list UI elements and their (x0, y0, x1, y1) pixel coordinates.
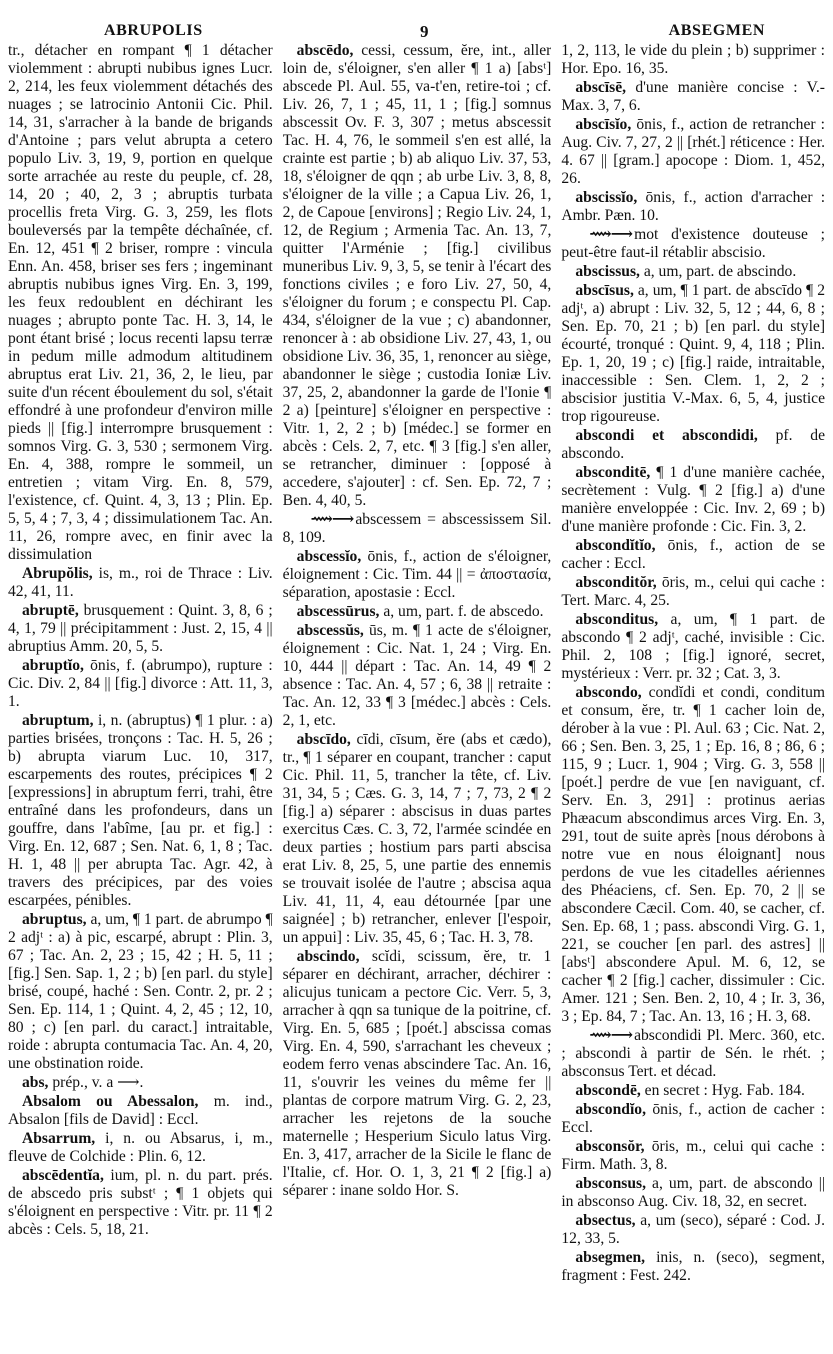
dictionary-entry (561, 1027, 825, 1081)
entry-definition: prép., v. a ⟶. (52, 1074, 144, 1091)
entry-definition: cīdi, cīsum, ĕre (abs et cædo), tr., ¶ 1 séparer en coupant, trancher : caput Cic. Phil. 11, 5, trancher la tête, cf. Liv. 31, 34, 5 ; Cæs. G. 3, 14, 7 ; 7, 73, 2 ¶ 2 [fig.] a) séparer : abscisus in duas partes exercitus Cæs. C. 3, 72, l'armée scindée en deux parties ; hostium pars parti abscisa erat Liv. 8, 25, 5, une partie des ennemis se trouvait isolée de l'autre ; abscisa aqua Liv. 41, 11, 4, eau détournée [par une saignée] ; b) retrancher, enlever [l'espoir, un appui] : Liv. 35, 45, 6 ; Tac. H. 3, 78. (282, 731, 552, 946)
entry-definition: a, um, ¶ 1 part. de abscīdo ¶ 2 adjᵗ, a) abrupt : Liv. 32, 5, 12 ; 44, 6, 8 ; Sen. Ep. 70, 21 ; b) [en parl. du style] écourté, tronqué : Quint. 9, 4, 118 ; Plin. Ep. 1, 20, 19 ; c) [fig.] raide, intraitable, inaccessible : Sen. Clem. 1, 2, 2 ; abscisior justitia V.-Max. 6, 5, 4, justice trop rigoureuse. (561, 282, 826, 425)
entry-definition: a, um (seco), séparé : Cod. J. 12, 33, 5. (561, 1212, 825, 1247)
text-columns (8, 42, 825, 1347)
entry-definition: a, um, part. de abscondo || in absconso Aug. Civ. 18, 32, en secret. (561, 1175, 826, 1210)
dictionary-entry (561, 427, 825, 463)
entry-headword: abscīsus, (575, 282, 634, 299)
entry-headword: absconsŏr, (575, 1138, 645, 1155)
dictionary-entry (8, 911, 273, 1073)
entry-definition: ōnis, f., action d'arracher : Ambr. Pæn. 10. (561, 189, 826, 224)
dictionary-entry (8, 1167, 273, 1239)
entry-definition: a, um, part. f. de abscedo. (383, 603, 544, 620)
dictionary-entry (561, 226, 825, 262)
dictionary-entry (561, 574, 825, 610)
entry-headword: abruptē, (22, 602, 79, 619)
entry-headword: abruptum, (22, 712, 94, 729)
entry-headword: abscondē, (575, 1082, 641, 1099)
entry-headword: abs, (22, 1074, 49, 1091)
entry-definition: scĭdi, scissum, ĕre, tr. 1 séparer en déchirant, arracher, déchirer : alicujus tunicam a pectore Cic. Verr. 5, 3, arracher à qqn sa tunique de la poitrine, cf. Virg. En. 5, 685 ; [poét.] abscissa comas Virg. En. 4, 590, s'arrachant les cheveux ; eodem ferro venas abscindere Tac. An. 16, 11, s'ouvrir les veines du même fer || plantas de corpore matrum Virg. G. 2, 23, arracher les rejetons de la souche maternelle ; Hesperium Siculo latus Virg. En. 3, 417, arracher de la Sicile le flanc de l'Italie, cf. Hor. O. 1, 3, 21 ¶ 2 [fig.] a) séparer : inane soldo Hor. S. (282, 948, 552, 1199)
dictionary-entry (561, 1212, 825, 1248)
column-2 (283, 42, 552, 1347)
entry-headword: absconditē, (575, 464, 651, 481)
dictionary-entry (561, 42, 825, 78)
entry-definition: i, n. (abruptus) ¶ 1 plur. : a) parties brisées, tronçons : Tac. H. 5, 26 ; b) abrupta viarum Luc. 10, 317, escarpements des routes, précipices ¶ 2 [expressions] in abruptum ferri, trahi, être entraîné dans les profondeurs, dans un gouffre, dans l'abîme, [au pr. et fig.] : Virg. En. 12, 687 ; Sen. Nat. 6, 1, 8 ; Tac. H. 1, 48 || per abrupta Tac. Agr. 42, à travers des précipices, par des voies escarpées, pénibles. (8, 712, 273, 909)
entry-definition: ōris, m., celui qui cache : Tert. Marc. 4, 25. (561, 574, 826, 609)
running-header (8, 8, 825, 42)
entry-headword: Abrupŏlis, (22, 565, 93, 582)
dictionary-entry (561, 1082, 825, 1100)
entry-headword: abruptus, (22, 911, 87, 928)
entry-headword: abscondĭtĭo, (575, 537, 656, 554)
entry-definition: mot d'existence douteuse ; peut-être faut-il rétablir abscisio. (561, 226, 826, 261)
dictionary-entry (561, 79, 825, 115)
entry-definition: tr., détacher en rompant ¶ 1 détacher violemment : abrupti nubibus ignes Lucr. 2, 214, les feux violemment détachés des nuages ; se latrocinio Antonii Cic. Phil. 14, 31, s'arracher à la bande de brigands d'Antoine ; pars velut abrupta a cetero populo Liv. 3, 19, 9, portion en quelque sorte arrachée au reste du peuple, cf. 28, 14, 20 ; 40, 2, 3 ; abruptis turbata procellis freta Virg. G. 3, 259, les flots bouleversés par la tempête déchaînée, cf. En. 12, 451 ¶ 2 briser, rompre : vincula Enn. An. 458, briser ses fers ; ingeminant abruptis nubibus ignes Virg. En. 3, 199, les feux redoublent en déchirant les nuages ; abrupto ponte Tac. H. 3, 14, le pont étant brisé ; locus recenti lapsu terræ in pedum mille admodum altitudinem abruptus erat Liv. 21, 36, 2, le lieu, par suite d'un récent éboulement du sol, s'était effondré à une profondeur d'environ mille pieds || [fig.] interrompre brusquement : somnos Virg. G. 3, 530 ; sermonem Virg. En. 4, 388, rompre le sommeil, un entretien ; vitam Virg. En. 8, 579, l'existence, cf. Quint. 4, 3, 13 ; Plin. Ep. 5, 5, 4 ; 7, 3, 4 ; dissimulationem Tac. An. 11, 26, rompre avec, en finir avec la dissimulation (8, 42, 273, 563)
dictionary-entry (283, 42, 552, 510)
entry-definition: ōnis, f. (abrumpo), rupture : Cic. Div. 2, 84 || [fig.] divorce : Att. 11, 3, 1. (8, 657, 273, 710)
entry-definition: d'une manière concise : V.-Max. 3, 7, 6. (561, 79, 825, 114)
entry-definition: abscessem = abscessissem Sil. 8, 109. (282, 511, 552, 546)
entry-headword: abscissus, (575, 263, 640, 280)
entry-definition: ōnis, f., action de cacher : Eccl. (561, 1101, 826, 1136)
entry-headword: abscessĭo, (296, 548, 362, 565)
entry-definition: ōnis, f., action de se cacher : Eccl. (561, 537, 826, 572)
note-arrow-icon: ⟿⟶ (589, 1027, 633, 1044)
column-1 (8, 42, 273, 1347)
dictionary-entry (8, 1074, 273, 1092)
dictionary-entry (8, 712, 273, 910)
entry-headword: abscindo, (296, 948, 360, 965)
entry-definition: abscondidi Pl. Merc. 360, etc. ; abscondi à partir de Sén. le rhét. ; absconsus Tert. et décad. (561, 1027, 826, 1080)
entry-headword: abruptĭo, (22, 657, 84, 674)
entry-definition: en secret : Hyg. Fab. 184. (644, 1082, 805, 1099)
dictionary-entry (8, 42, 273, 564)
entry-definition: condĭdi et condi, conditum et consum, ĕre, tr. ¶ 1 cacher loin de, dérober à la vue : Pl. Aul. 63 ; Cic. Nat. 2, 66 ; Sen. Ben. 3, 25, 1 ; Ep. 16, 8 ; 86, 6 ; 115, 9 ; Lucr. 1, 904 ; Virg. G. 3, 558 || [poét.] perdre de vue [en naviguant, cf. Serv. En. 3, 291] : protinus aerias Phæacum abscondimus arces Virg. En. 3, 291, tout de suite après [nous dérobons à notre vue en nous éloignant] nous perdons de vue les citadelles aériennes des Phéaciens, cf. Sen. Ep. 70, 2 || se abscondere Cæcil. Com. 40, se cacher, cf. Sen. Ep. 68, 1 ; pass. abscondi Virg. G. 1, 221, se coucher [en parl. des astres] || [absᵗ] abscondere Apul. M. 6, 12, se cacher ¶ 2 [fig.] cacher, dissimuler : Cic. Amer. 121 ; Sen. Ben. 2, 10, 4 ; Ir. 3, 36, 3 ; Ep. 84, 7 ; Tac. An. 13, 16 ; H. 3, 68. (561, 684, 826, 1025)
entry-definition: is, m., roi de Thrace : Liv. 42, 41, 11. (8, 565, 273, 600)
entry-definition: ¶ 1 d'une manière cachée, secrètement : Vulg. ¶ 2 [fig.] a) d'une manière enveloppée : Cic. Inv. 2, 69 ; b) d'une manière profonde : Cic. Fin. 3, 2. (561, 464, 826, 535)
entry-definition: a, um, ¶ 1 part. de abscondo ¶ 2 adjᵗ, caché, invisible : Cic. Phil. 2, 108 ; [fig.] ignoré, secret, mystérieux : Verr. pr. 32 ; Cat. 3, 3. (561, 611, 826, 682)
entry-headword: abscīsĭo, (575, 116, 632, 133)
entry-definition: a, um, ¶ 1 part. de abrumpo ¶ 2 adjᵗ : a) à pic, escarpé, abrupt : Plin. 3, 67 ; Tac. An. 2, 23 ; 15, 42 ; H. 5, 11 ; [fig.] Sen. Sap. 1, 2 ; b) [en parl. du style] brisé, coupé, haché : Sen. Contr. 2, pr. 2 ; Sen. Ep. 114, 1 ; Quint. 4, 2, 45 ; 12, 10, 80 ; c) [en parl. du caract.] intraitable, roide : abrupta contumacia Tac. An. 4, 20, une obstination roide. (8, 911, 273, 1072)
entry-headword: Absalom ou Abessalon, (22, 1093, 199, 1110)
dictionary-entry (561, 611, 825, 683)
entry-headword: abscīdo, (296, 731, 351, 748)
entry-headword: Absarrum, (22, 1130, 96, 1147)
entry-definition: a, um, part. de abscindo. (643, 263, 797, 280)
entry-headword: abscondĭo, (575, 1101, 646, 1118)
dictionary-entry (283, 603, 552, 621)
dictionary-entry (561, 282, 825, 426)
dictionary-entry (283, 511, 552, 547)
entry-headword: absectus, (575, 1212, 636, 1229)
dictionary-entry (561, 1138, 825, 1174)
entry-definition: inis, n. (seco), segment, fragment : Fest. 242. (561, 1249, 826, 1284)
dictionary-entry (561, 684, 825, 1026)
dictionary-entry (283, 548, 552, 602)
dictionary-entry (8, 565, 273, 601)
entry-headword: absconsus, (575, 1175, 646, 1192)
dictionary-entry (561, 1249, 825, 1285)
dictionary-entry (561, 116, 825, 188)
entry-headword: abscīsē, (575, 79, 627, 96)
note-arrow-icon: ⟿⟶ (310, 511, 354, 528)
entry-headword: abscissĭo, (575, 189, 638, 206)
entry-headword: abscondi et abscondidi, (575, 427, 758, 444)
dictionary-entry (283, 622, 552, 730)
entry-headword: abscēdentĭa, (22, 1167, 104, 1184)
entry-definition: i, n. ou Absarus, i, m., fleuve de Colchide : Plin. 6, 12. (8, 1130, 273, 1165)
dictionary-entry (561, 1101, 825, 1137)
entry-definition: ium, pl. n. du part. prés. de abscedo pris substᵗ ; ¶ 1 objets qui s'éloignent en perspective : Vitr. pr. 11 ¶ 2 abcès : Cels. 5, 18, 21. (8, 1167, 273, 1238)
dictionary-entry (8, 1130, 273, 1166)
dictionary-entry (561, 537, 825, 573)
entry-headword: abscessūrus, (296, 603, 380, 620)
entry-definition: ūs, m. ¶ 1 acte de s'éloigner, éloignement : Cic. Nat. 1, 24 ; Virg. En. 10, 444 || départ : Tac. An. 14, 49 ¶ 2 absence : Tac. An. 4, 57 ; 6, 38 || retraite : Tac. An. 12, 33 ¶ 3 [médec.] abcès : Cels. 2, 1, etc. (282, 622, 552, 729)
entry-definition: brusquement : Quint. 3, 8, 6 ; 4, 1, 79 || précipitamment : Just. 2, 15, 4 || abruptius Amm. 20, 5, 5. (8, 602, 273, 655)
entry-definition: ōnis, f., action de retrancher : Aug. Civ. 7, 27, 2 || [rhét.] réticence : Her. 4. 67 || [gram.] apocope : Diom. 1, 452, 26. (561, 116, 826, 187)
entry-headword: abscessŭs, (296, 622, 364, 639)
dictionary-entry (8, 1093, 273, 1129)
entry-definition: pf. de abscondo. (561, 427, 826, 462)
entry-definition: cessi, cessum, ĕre, int., aller loin de, s'éloigner, s'en aller ¶ 1 a) [absᵗ] abscede Pl. Aul. 55, va-t'en, retire-toi ; cf. Liv. 26, 7, 1 ; 45, 11, 1 ; [fig.] somnus abscessit Ov. F. 3, 307 ; metus abscessit Tac. H. 4, 76, le sommeil s'en est allé, la crainte est partie ; b) ab aliquo Liv. 37, 53, 18, s'éloigner de qqn ; ab urbe Liv. 3, 8, 8, s'éloigner de la ville ; a Capua Liv. 26, 1, 2, de Capoue [environs] ; Regio Liv. 24, 1, 12, de Regium ; Armenia Tac. An. 13, 7, quitter l'Arménie ; [fig.] civilibus muneribus Liv. 9, 3, 5, se tenir à l'écart des fonctions civiles ; e foro Liv. 27, 50, 4, s'éloigner du forum ; e conspectu Pl. Cap. 434, s'éloigner de la vue ; c) abandonner, renoncer à : ab obsidione Liv. 27, 43, 1, ou obsidione Liv. 36, 35, 1, renoncer au siège, abandonner le siège ; custodia Ioniæ Liv. 37, 25, 2, abandonner la garde de l'Ionie ¶ 2 a) [peinture] s'éloigner en perspective : Vitr. 1, 2, 2 ; b) [médec.] se former en abcès : Cels. 2, 7, etc. ¶ 3 [fig.] s'en aller, se retrancher, diminuer : [opposé à accedere, s'ajouter] : cf. Sen. Ep. 72, 7 ; Ben. 4, 40, 5. (282, 42, 552, 509)
entry-headword: abscondo, (575, 684, 642, 701)
header-right-guide-word: ABSEGMEN (668, 22, 765, 39)
note-arrow-icon: ⟿⟶ (589, 226, 633, 243)
dictionary-entry (8, 657, 273, 711)
page-number: 9 (420, 22, 430, 41)
entry-headword: absegmen, (575, 1249, 646, 1266)
entry-definition: m. ind., Absalon [fils de David] : Eccl. (8, 1093, 273, 1128)
header-left-guide-word: ABRUPOLIS (104, 22, 203, 39)
entry-headword: absconditŏr, (575, 574, 657, 591)
dictionary-entry (561, 263, 825, 281)
entry-headword: absconditus, (575, 611, 659, 628)
entry-definition: ōris, m., celui qui cache : Firm. Math. 3, 8. (561, 1138, 825, 1173)
dictionary-entry (283, 731, 552, 947)
dictionary-entry (8, 602, 273, 656)
dictionary-entry (561, 189, 825, 225)
column-3 (561, 42, 825, 1347)
entry-definition: ōnis, f., action de s'éloigner, éloignement : Cic. Tim. 44 || = ἀποστασία, séparation, apostasie : Eccl. (282, 548, 552, 601)
entry-headword: abscēdo, (296, 42, 354, 59)
dictionary-entry (561, 1175, 825, 1211)
dictionary-entry (561, 464, 825, 536)
dictionary-entry (283, 948, 552, 1200)
entry-definition: 1, 2, 113, le vide du plein ; b) supprimer : Hor. Epo. 16, 35. (561, 42, 826, 77)
